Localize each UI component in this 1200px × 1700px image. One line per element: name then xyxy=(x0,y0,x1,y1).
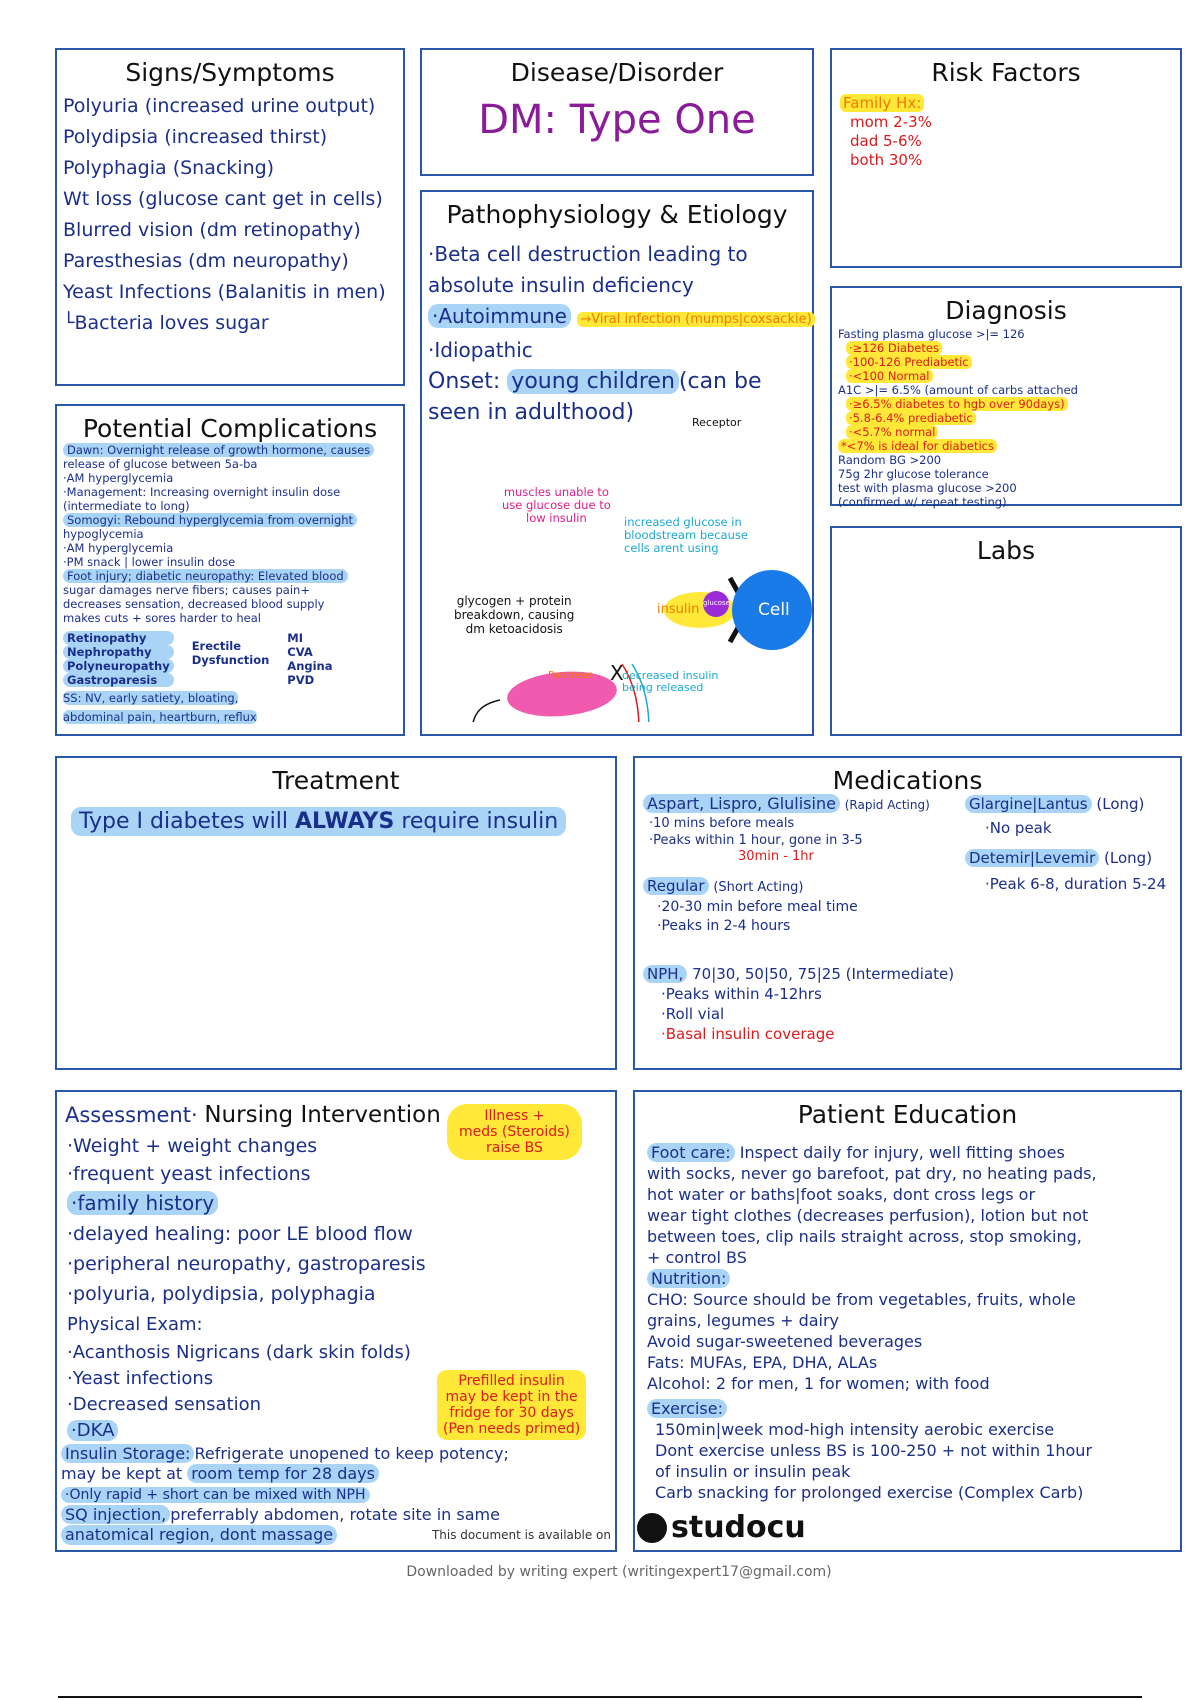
nutrition-line-4: Alcohol: 2 for men, 1 for women; with food xyxy=(647,1374,990,1393)
downloaded-by: Downloaded by writing expert (writingexpert17@gmail.com) xyxy=(406,1564,832,1580)
complication-line-6: hypoglycemia xyxy=(63,527,144,541)
detemir-name: Detemir|Levemir xyxy=(965,849,1099,867)
exercise-line-1: Dont exercise unless BS is 100-250 + not within 1hour xyxy=(655,1441,1093,1460)
sq-label: SQ injection, xyxy=(61,1505,170,1524)
exercise-line-3: Carb snacking for prolonged exercise (Complex Carb) xyxy=(655,1483,1084,1502)
muscles-line-0: muscles unable to xyxy=(503,485,609,499)
complication-line-3: ·Management: Increasing overnight insulin dose xyxy=(63,485,341,499)
medications-title: Medications xyxy=(832,766,983,795)
complication-line-9: Foot injury; diabetic neuropathy: Elevated blood xyxy=(63,569,403,583)
physical-line-0: ·Acanthosis Nigricans (dark skin folds) xyxy=(67,1342,411,1363)
diagnosis-line-3: ·<100 Normal xyxy=(846,369,1180,383)
comp-col1-item-3: Gastroparesis xyxy=(63,673,174,687)
diagnosis-line-8: *<7% is ideal for diabetics xyxy=(838,439,1180,453)
sign-item-6: Yeast Infections (Balanitis in men) xyxy=(63,281,386,303)
signs-list xyxy=(57,91,403,339)
nutrition-line-0: CHO: Source should be from vegetables, fruits, whole xyxy=(647,1290,1076,1309)
comp-col1-item-1: Nephropathy xyxy=(63,645,174,659)
idiopathic: ·Idiopathic xyxy=(428,338,533,362)
sign-item-0: Polyuria (increased urine output) xyxy=(63,95,376,117)
disease-box xyxy=(420,48,814,176)
complication-line-7: ·AM hyperglycemia xyxy=(63,541,174,555)
x-mark: X xyxy=(610,661,624,685)
nursing-line-1: ·frequent yeast infections xyxy=(67,1163,311,1185)
rapid-line-0: ·10 mins before meals xyxy=(649,816,795,831)
detemir-tag: (Long) xyxy=(1104,849,1153,867)
diagnosis-line-11: test with plasma glucose >200 xyxy=(838,481,1017,495)
autoimmune: ·Autoimmune xyxy=(428,304,571,328)
disease-title: Disease/Disorder xyxy=(510,58,724,87)
nutrition-label: Nutrition: xyxy=(647,1269,730,1288)
increased-line-1: bloodstream because xyxy=(624,528,748,542)
family-history: ·family history xyxy=(67,1191,218,1215)
receptor-label: Receptor xyxy=(692,416,742,429)
complication-line-10: sugar damages nerve fibers; causes pain+ xyxy=(63,583,310,597)
nursing-line-0: ·Weight + weight changes xyxy=(67,1135,318,1157)
physical-line-1: ·Yeast infections xyxy=(67,1368,214,1389)
regular-line-0: ·20-30 min before meal time xyxy=(657,899,858,915)
glycogen-line-0: glycogen + protein xyxy=(456,594,572,608)
sign-item-4: Blurred vision (dm retinopathy) xyxy=(63,219,361,241)
muscles-note xyxy=(502,486,611,525)
nutrition-line-2: Avoid sugar-sweetened beverages xyxy=(647,1332,923,1351)
risk-list xyxy=(850,113,1180,170)
comp-col3-item-1: CVA xyxy=(287,645,313,659)
physical-line-2: ·Decreased sensation xyxy=(67,1394,262,1415)
sq-text: preferrably abdomen, rotate site in same xyxy=(170,1505,500,1524)
muscles-line-1: use glucose due to xyxy=(502,498,611,512)
diagnosis-line-7: ·<5.7% normal xyxy=(846,425,1180,439)
foot-care-line-1: with socks, never go barefoot, pat dry, no heating pads, xyxy=(647,1164,1097,1183)
foot-care-label: Foot care: xyxy=(647,1143,735,1162)
complications-box xyxy=(55,404,405,736)
rapid-lines xyxy=(649,815,954,849)
diagnosis-line-10: 75g 2hr glucose tolerance xyxy=(838,467,989,481)
risk-item-2: both 30% xyxy=(850,151,923,169)
nursing-lines-2 xyxy=(61,1219,426,1309)
arrow-to-muscle xyxy=(472,700,500,722)
illness-note xyxy=(447,1104,582,1160)
nph-basal: ·Basal insulin coverage xyxy=(661,1025,835,1043)
complication-line-11: decreases sensation, decreased blood supply xyxy=(63,597,325,611)
physical-exam-label: Physical Exam: xyxy=(67,1314,203,1335)
glycogen-line-2: dm ketoacidosis xyxy=(465,622,563,636)
comp-tail-line-0: SS: NV, early satiety, bloating, xyxy=(63,691,239,705)
illness-line-2: raise BS xyxy=(486,1140,543,1156)
sign-item-1: Polydipsia (increased thirst) xyxy=(63,126,328,148)
onset-line-2: seen in adulthood) xyxy=(428,400,635,425)
complication-line-5: Somogyi: Rebound hyperglycemia from overnight xyxy=(63,513,403,527)
foot-care-line-5: + control BS xyxy=(647,1248,747,1267)
sign-item-5: Paresthesias (dm neuropathy) xyxy=(63,250,349,272)
treatment-statement: Type I diabetes will ALWAYS require insulin xyxy=(71,807,566,836)
complications-col3 xyxy=(287,631,332,687)
comp-col3-item-2: Angina xyxy=(287,659,333,673)
patho-box xyxy=(420,190,814,736)
nutrition-line-1: grains, legumes + dairy xyxy=(647,1311,840,1330)
exercise-line-2: of insulin or insulin peak xyxy=(655,1462,851,1481)
comp-col2-item-0: Erectile xyxy=(191,639,242,653)
diagnosis-line-2: ·100-126 Prediabetic xyxy=(846,355,1180,369)
sign-item-3: Wt loss (glucose cant get in cells) xyxy=(63,188,383,210)
regular-tag: (Short Acting) xyxy=(713,880,804,895)
prefilled-note xyxy=(437,1370,586,1440)
nursing-box xyxy=(55,1090,617,1552)
sign-item-7: └Bacteria loves sugar xyxy=(63,312,269,334)
assessment-title: Assessment· xyxy=(65,1103,198,1127)
complication-line-2: ·AM hyperglycemia xyxy=(63,471,174,485)
diagnosis-title: Diagnosis xyxy=(945,296,1067,325)
pancreas-label: Pancreas xyxy=(548,670,593,681)
decreased-line-0: decreased insulin xyxy=(622,669,719,682)
increased-glucose-note xyxy=(624,516,748,555)
illness-line-0: Illness + xyxy=(484,1108,545,1124)
glycogen-note xyxy=(454,594,574,636)
sign-item-2: Polyphagia (Snacking) xyxy=(63,157,275,179)
foot-care-line-2: hot water or baths|foot soaks, dont cross legs or xyxy=(647,1185,1036,1204)
complications-title: Potential Complications xyxy=(82,414,378,443)
nph-lines xyxy=(661,984,954,1024)
onset-label: Onset: xyxy=(428,369,501,394)
dka: ·DKA xyxy=(67,1420,118,1441)
risk-title: Risk Factors xyxy=(931,58,1081,87)
rapid-names: Aspart, Lispro, Glulisine xyxy=(643,794,840,813)
sq-line-2: anatomical region, dont massage xyxy=(61,1525,337,1545)
nursing-title: Nursing Intervention xyxy=(204,1102,441,1128)
diagnosis-line-4: A1C >|= 6.5% (amount of carbs attached xyxy=(838,383,1078,397)
labs-box xyxy=(830,526,1182,736)
available-on: This document is available on xyxy=(431,1528,611,1542)
comp-col3-item-3: PVD xyxy=(287,673,315,687)
comp-col2-item-1: Dysfunction xyxy=(191,653,270,667)
room-highlight: room temp for 28 days xyxy=(187,1464,379,1483)
foot-care-line-0: Inspect daily for injury, well fitting shoes xyxy=(739,1143,1065,1162)
glargine-line: ·No peak xyxy=(985,819,1052,837)
storage-text: Refrigerate unopened to keep potency; xyxy=(194,1444,509,1463)
patho-line-2: absolute insulin deficiency xyxy=(428,273,694,297)
diagnosis-line-9: Random BG >200 xyxy=(838,453,942,467)
nph-names: NPH, xyxy=(643,965,687,983)
storage-label: Insulin Storage: xyxy=(61,1444,194,1463)
comp-col3-item-0: MI xyxy=(287,631,304,645)
nursing-line2-2: ·polyuria, polydipsia, polyphagia xyxy=(67,1283,376,1305)
diagnosis-list xyxy=(832,327,1180,509)
rapid-tag: (Rapid Acting) xyxy=(844,798,930,812)
prefilled-line-3: (Pen needs primed) xyxy=(443,1421,581,1437)
prefilled-line-2: fridge for 30 days xyxy=(449,1405,574,1421)
complications-col2 xyxy=(192,639,270,687)
patho-line-1: ·Beta cell destruction leading to xyxy=(428,242,748,266)
prefilled-line-1: may be kept in the xyxy=(445,1389,578,1405)
signs-title: Signs/Symptoms xyxy=(125,58,335,87)
viral-infection: →Viral infection (mumps|coxsackie) xyxy=(577,312,814,327)
illness-line-1: meds (Steroids) xyxy=(459,1124,570,1140)
risk-item-1: dad 5-6% xyxy=(850,132,922,150)
foot-care-line-3: wear tight clothes (decreases perfusion), lotion but not xyxy=(647,1206,1089,1225)
complications-tail xyxy=(57,687,403,725)
decreased-insulin-note xyxy=(622,670,718,694)
foot-care-lines xyxy=(647,1163,1097,1268)
nutrition-line-3: Fats: MUFAs, EPA, DHA, ALAs xyxy=(647,1353,878,1372)
glargine-tag: (Long) xyxy=(1096,795,1145,813)
risk-box xyxy=(830,48,1182,268)
complication-line-8: ·PM snack | lower insulin dose xyxy=(63,555,236,569)
patho-title: Pathophysiology & Etiology xyxy=(446,200,788,229)
diagnosis-line-12: (confirmed w/ repeat testing) xyxy=(838,495,1007,509)
signs-symptoms-box xyxy=(55,48,405,386)
rapid-line-1: ·Peaks within 1 hour, gone in 3-5 xyxy=(649,833,863,848)
mix-note: ·Only rapid + short can be mixed with NPH xyxy=(61,1487,370,1503)
glargine-name: Glargine|Lantus xyxy=(965,795,1092,813)
nutrition-lines xyxy=(647,1289,1097,1394)
education-box xyxy=(633,1090,1182,1552)
treatment-box xyxy=(55,756,617,1070)
onset-rest: (can be xyxy=(678,369,762,394)
disease-name: DM: Type One xyxy=(478,97,756,143)
onset-highlight: young children xyxy=(507,369,679,394)
increased-line-0: increased glucose in xyxy=(624,515,742,529)
diagnosis-line-1: ·≥126 Diabetes xyxy=(846,341,1180,355)
glycogen-line-1: breakdown, causing xyxy=(454,608,575,622)
prefilled-line-0: Prefilled insulin xyxy=(458,1373,565,1389)
nph-rest: 70|30, 50|50, 75|25 (Intermediate) xyxy=(692,965,955,983)
complications-list xyxy=(57,443,403,625)
medications-box xyxy=(633,756,1182,1070)
bottom-rule xyxy=(58,1696,1142,1698)
rapid-fix: 30min - 1hr xyxy=(738,849,814,864)
physical-lines xyxy=(61,1340,426,1418)
nursing-lines xyxy=(61,1132,426,1188)
foot-care-line-4: between toes, clip nails straight across, stop smoking, xyxy=(647,1227,1082,1246)
risk-item-0: mom 2-3% xyxy=(850,113,932,131)
detemir-line: ·Peak 6-8, duration 5-24 xyxy=(985,875,1167,893)
insulin-diagram xyxy=(422,432,812,722)
nph-line-0: ·Peaks within 4-12hrs xyxy=(661,985,822,1003)
nursing-line2-1: ·peripheral neuropathy, gastroparesis xyxy=(67,1253,426,1275)
complications-col1 xyxy=(63,631,174,687)
comp-col1-item-0: Retinopathy xyxy=(63,631,174,645)
glucose-label: glucose xyxy=(703,599,730,607)
family-hx-label: Family Hx: xyxy=(840,94,924,112)
comp-col1-item-2: Polyneuropathy xyxy=(63,659,174,673)
diagnosis-line-5: ·≥6.5% diabetes to hgb over 90days) xyxy=(846,397,1180,411)
labs-title: Labs xyxy=(976,536,1036,565)
decreased-line-1: being released xyxy=(622,681,704,694)
complication-line-4: (intermediate to long) xyxy=(63,499,190,513)
nph-line-1: ·Roll vial xyxy=(661,1005,725,1023)
exercise-label: Exercise: xyxy=(647,1399,727,1418)
increased-line-2: cells arent using xyxy=(624,541,719,555)
studocu-logo: studocu xyxy=(637,1510,806,1545)
education-title: Patient Education xyxy=(797,1100,1018,1129)
nursing-line2-0: ·delayed healing: poor LE blood flow xyxy=(67,1223,413,1245)
regular-lines xyxy=(657,898,954,936)
diagnosis-line-0: Fasting plasma glucose >|= 126 xyxy=(838,327,1025,341)
studocu-logo-icon xyxy=(637,1513,667,1543)
regular-name: Regular xyxy=(643,877,709,895)
complication-line-0: Dawn: Overnight release of growth hormone, causes xyxy=(63,443,403,457)
cell-label: Cell xyxy=(758,600,790,620)
regular-line-1: ·Peaks in 2-4 hours xyxy=(657,918,791,934)
complication-line-1: release of glucose between 5a-ba xyxy=(63,457,258,471)
exercise-lines xyxy=(655,1419,1097,1503)
diagnosis-line-6: ·5.8-6.4% prediabetic xyxy=(846,411,1180,425)
room-before: may be kept at xyxy=(61,1464,183,1483)
diagnosis-box xyxy=(830,286,1182,509)
complication-line-12: makes cuts + sores harder to heal xyxy=(63,611,261,625)
muscles-line-2: low insulin xyxy=(526,511,587,525)
insulin-label: insulin xyxy=(657,602,700,617)
exercise-line-0: 150min|week mod-high intensity aerobic exercise xyxy=(655,1420,1055,1439)
treatment-title: Treatment xyxy=(272,766,400,795)
comp-tail-line-1: abdominal pain, heartburn, reflux xyxy=(63,710,257,724)
